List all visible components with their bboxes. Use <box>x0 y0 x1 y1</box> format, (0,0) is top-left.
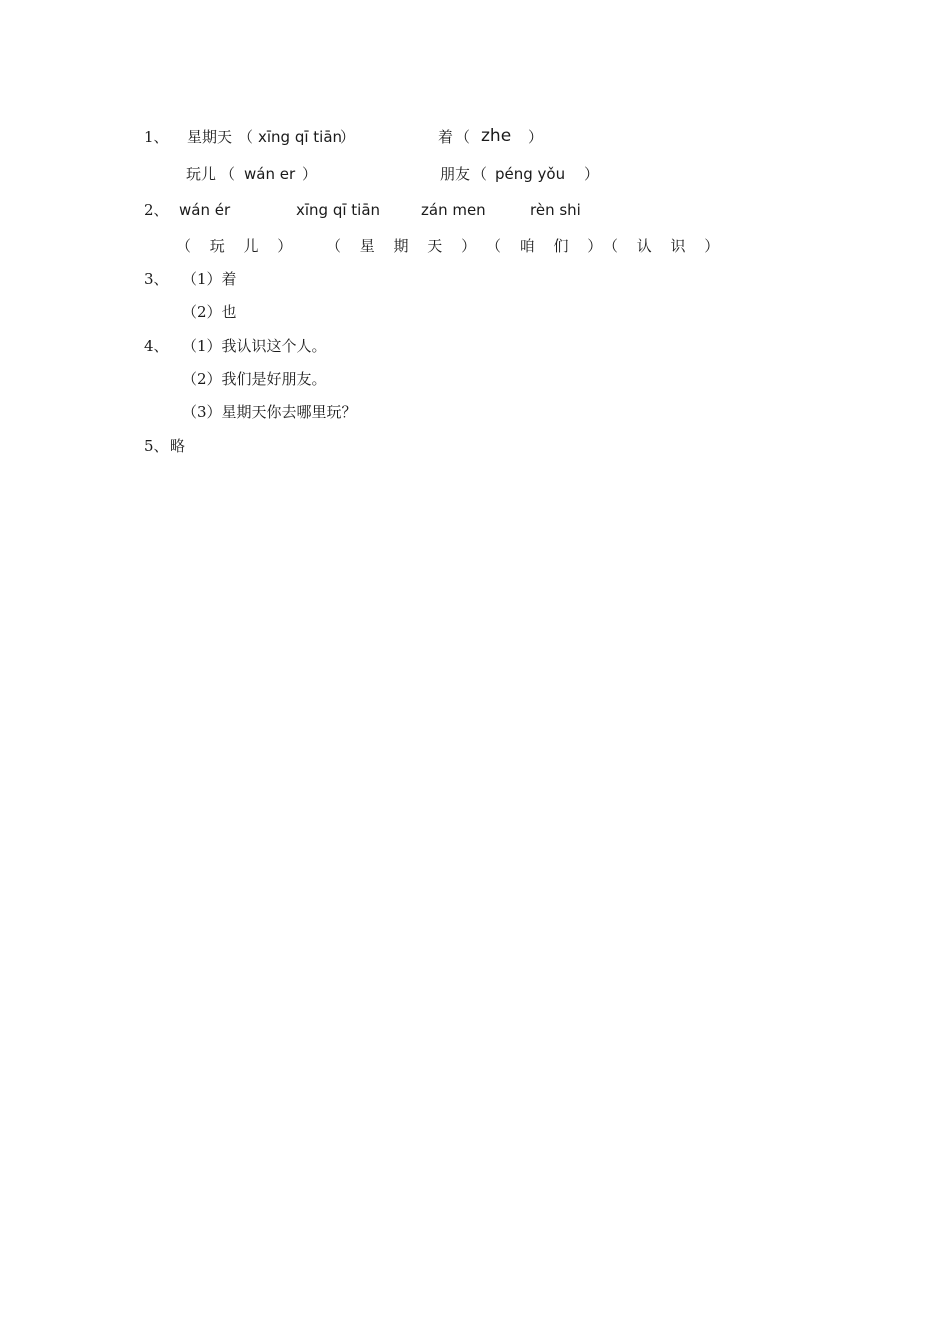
q4-answer: （1）我认识这个人。 <box>182 337 327 355</box>
q1-item-word: 星期天 <box>187 128 233 146</box>
q1-item-close: ） <box>584 165 600 183</box>
q1-item-word: 朋友 <box>440 165 471 183</box>
q1-item-open: （ <box>220 165 236 183</box>
q2-answer: （ 咱 们 ） <box>486 237 610 255</box>
q1-number: 1、 <box>144 128 169 146</box>
q1-item-pinyin: xīng qī tiān <box>258 128 343 146</box>
q4-answer: （2）我们是好朋友。 <box>182 370 327 388</box>
q1-item-close: ） <box>302 165 318 183</box>
q2-answer: （ 玩 儿 ） <box>176 237 300 255</box>
q3-answer: （1）着 <box>182 270 237 288</box>
q4-answer: （3）星期天你去哪里玩？ <box>182 403 357 421</box>
q5-answer: 略 <box>170 437 186 455</box>
q1-item-pinyin: péng yǒu <box>495 165 566 183</box>
q5-number: 5、 <box>144 437 169 455</box>
q4-number: 4、 <box>144 337 169 355</box>
q2-pinyin: wán ér <box>179 201 231 219</box>
q1-item-close: ） <box>340 128 356 146</box>
q1-item-word: 着 <box>438 128 454 146</box>
q1-item-open: （ <box>238 128 254 146</box>
q2-pinyin: zán men <box>421 201 486 219</box>
q2-number: 2、 <box>144 201 169 219</box>
q1-item-close: ） <box>528 128 544 146</box>
q1-item-open: （ <box>472 165 488 183</box>
q3-number: 3、 <box>144 270 169 288</box>
q3-answer: （2）也 <box>182 303 237 321</box>
q2-answer: （ 星 期 天 ） <box>326 237 484 255</box>
q1-item-pinyin: wán er <box>244 165 296 183</box>
q2-pinyin: rèn shi <box>530 201 581 219</box>
q1-item-open: （ <box>455 128 471 146</box>
q1-item-word: 玩儿 <box>186 165 217 183</box>
q2-pinyin: xīng qī tiān <box>296 201 381 219</box>
q1-item-pinyin: zhe <box>481 126 512 146</box>
q2-answer: （ 认 识 ） <box>603 237 727 255</box>
